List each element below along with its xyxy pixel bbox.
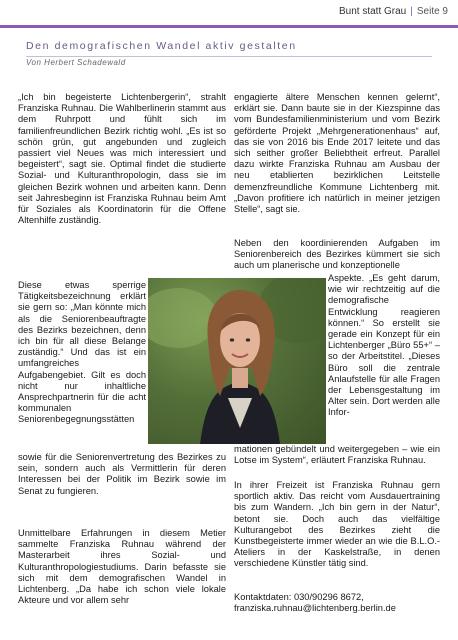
header-separator: | xyxy=(410,6,413,17)
article-byline: Von Herbert Schadewald xyxy=(26,56,432,67)
contact-info xyxy=(234,592,440,614)
paragraph-tasks-intro: Neben den koordinierenden Aufgaben im Seniorenbereich des Bezirkes kümmert sie sich auch um planerische und konzeptionelle xyxy=(234,238,440,271)
paragraph-tasks-wrapped: Aspekte. „Es geht darum, wie wir rechtzeitig auf die demografische Entwicklung reagieren können.“ So erstellt sie gerade ein Konzept für ein Lichtenberger „Büro 55+“ – so der Arbeitstitel. „Dieses Büro soll die zentrale Anlaufstelle für alle Fragen der Lebensgestaltung im Alter sein. Dort werden alle Infor- xyxy=(328,273,440,418)
paragraph-leisure: In ihrer Freizeit ist Franziska Ruhnau gern sportlich aktiv. Das reicht vom Ausdauertraining bis zum Wandern. „Ich bin gern in der Natur“, betont sie. Doch auch das vielfältige Kulturangebot des Bezirkes zieht die Kunstbegeisterte immer wieder an wie die B.L.O.-Ateliers in der Kaskelstraße, in denen verschiedene Künstler tätig sind. xyxy=(234,480,440,569)
article-title: Den demografischen Wandel aktiv gestalten xyxy=(26,40,297,52)
contact-phone: Kontaktdaten: 030/90296 8672, xyxy=(234,592,364,602)
paragraph-role-continued: sowie für die Seniorenvertretung des Bezirkes zu sein, sondern auch als Vermittlerin für deren Interessen bei der Politik im Bezirk sowie im Senat zu fungieren. xyxy=(18,452,226,496)
page-number: Seite 9 xyxy=(416,6,448,17)
paragraph-career: engagierte ältere Menschen kennen gelernt“, erklärt sie. Dann baute sie in der Kiezspinne das vom Bundesfamilienministerium und vom Bezirk geförderte Projekt „Mehrgenerationenhaus“ auf, das sie von 2016 bis Ende 2017 leitete und das sich seither großer Beliebtheit erfreut. Parallel dazu wirkte Franziska Ruhnau am Ausbau der neu etablierten bezirklichen Leitstelle demenzfreundliche Kommune Lichtenberg mit. „Davon profitiere ich natürlich in meiner jetzigen Stelle“, sagt sie. xyxy=(234,92,440,215)
magazine-title: Bunt statt Grau xyxy=(338,6,407,17)
contact-email: franziska.ruhnau@lichtenberg.berlin.de xyxy=(234,603,396,614)
page-header xyxy=(339,6,448,17)
paragraph-role-wrapped: Diese etwas sperrige Tätigkeitsbezeichnung erklärt sie gern so: „Man könnte mich als die Seniorenbeauftragte des Bezirks bezeichnen, denn ich bin für all diese Belange zuständig.“ Und das ist ein umfangreiches Aufgabengebiet. Gilt es doch nicht nur inhaltliche Ansprechpartnerin für die acht kommunalen Seniorenbegegnungsstätten xyxy=(18,280,146,425)
portrait-illustration xyxy=(148,278,326,444)
paragraph-tasks-continued: mationen gebündelt und weitergegeben – wie ein Lotse im System“, erläutert Franziska Ruhnau. xyxy=(234,444,440,466)
paragraph-experience: Unmittelbare Erfahrungen in diesem Metier sammelte Franziska Ruhnau während der Masterarbeit ihres Sozial- und Kulturanthropologiestudiums. Darin befasste sie sich mit dem demografischen Wandel in Lichtenberg. „Da habe ich schon viele lokale Akteure und vor allem sehr xyxy=(18,528,226,606)
paragraph-intro: „Ich bin begeisterte Lichtenbergerin“, strahlt Franziska Ruhnau. Die Wahlberlinerin stammt aus dem Ruhrpott und fühlt sich im familienfreundlichen Bezirk richtig wohl. „Es ist so schön grün, gut angebunden und zugleich passiert viel Neues was mich interessiert und begeistert“, sagt sie. Optimal findet die studierte Sozial- und Kulturanthropologin, dass sie im gleichen Bezirk wohnen und arbeiten kann. Denn seit Jahresbeginn ist Franziska Ruhnau beim Amt für Soziales als Koordinatorin für die Offene Altenhilfe zuständig. xyxy=(18,92,226,226)
portrait-photo xyxy=(148,278,326,444)
header-accent-rule xyxy=(0,25,458,28)
